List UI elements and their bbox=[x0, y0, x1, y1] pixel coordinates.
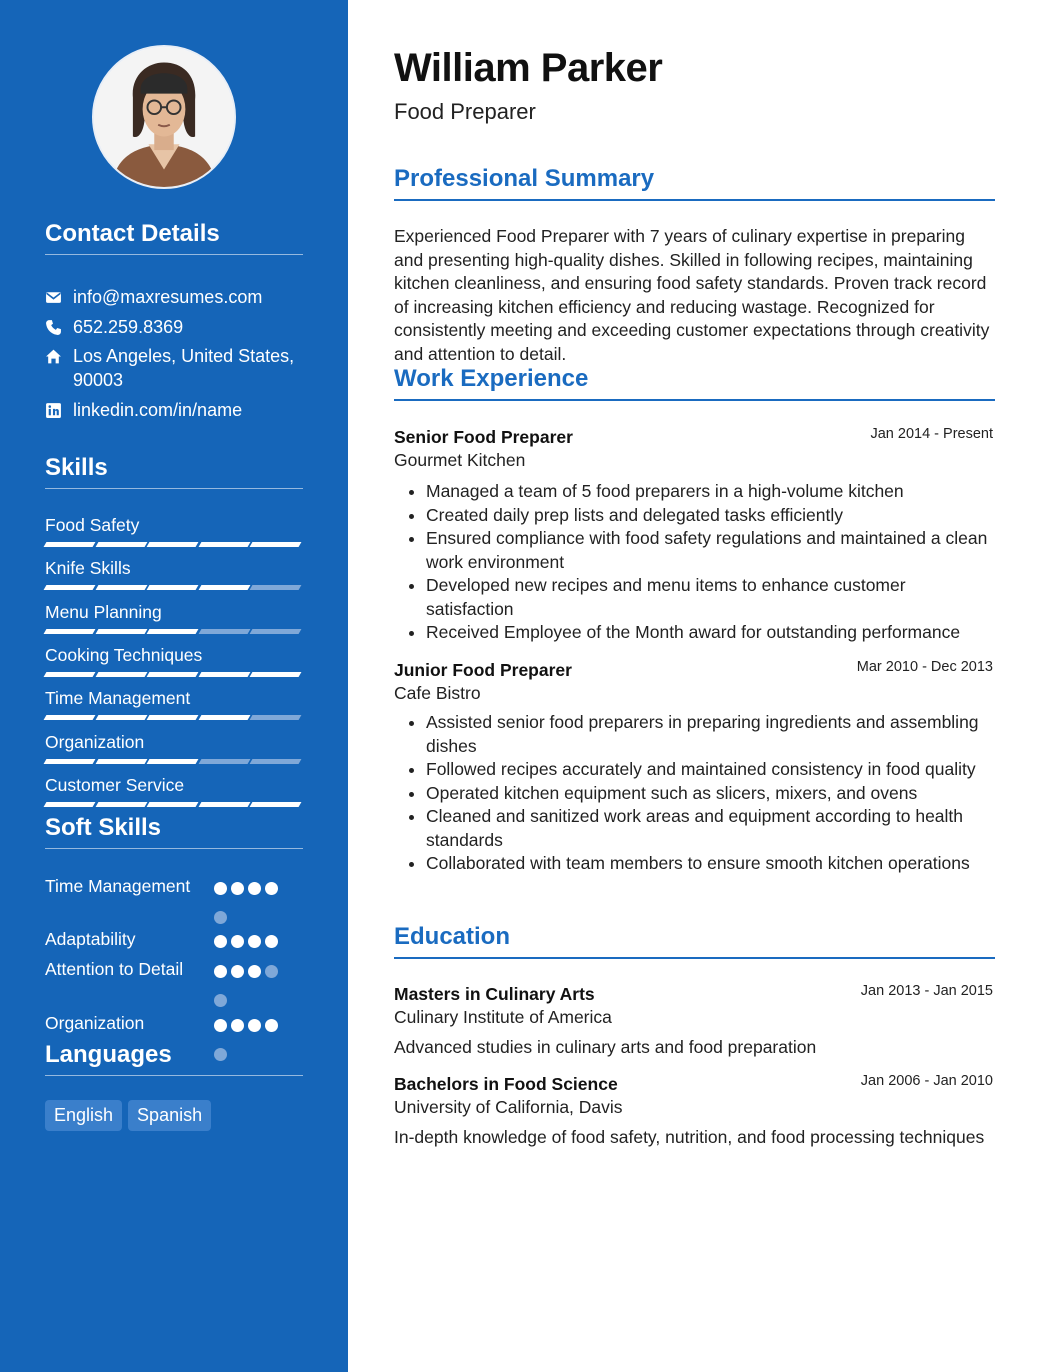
skill-level-bar bbox=[45, 629, 303, 634]
job-bullet: • Managed a team of 5 food preparers in a high-volume kitchen bbox=[426, 480, 995, 504]
skill-name: Time Management bbox=[45, 688, 191, 709]
skill-level-segment bbox=[44, 585, 96, 590]
skill-level-segment bbox=[198, 802, 250, 807]
job-bullet: • Cleaned and sanitized work areas and equipment according to health standards bbox=[426, 805, 995, 852]
mail-icon bbox=[45, 285, 73, 309]
rating-dot bbox=[214, 994, 227, 1007]
job-bullet: • Received Employee of the Month award for outstanding performance bbox=[426, 621, 995, 645]
job-bullet: • Operated kitchen equipment such as slicers, mixers, and ovens bbox=[426, 782, 995, 806]
summary-text: Experienced Food Preparer with 7 years of culinary expertise in preparing and presenting high-quality dishes. Skilled in following recipes, maintaining kitchen cleanliness, and ensuring food safety standards. Proven track record of increasing kitchen efficiency and reducing wastage. Recognized for consistently meeting and exceeding customer expectations through creativity and attention to detail. bbox=[394, 226, 990, 364]
education-entry bbox=[394, 983, 995, 1060]
skill-level-segment bbox=[250, 629, 302, 634]
profile-photo bbox=[94, 47, 234, 187]
skill-level-segment bbox=[44, 672, 96, 677]
skill-name: Cooking Techniques bbox=[45, 644, 203, 665]
job-bullet: • Developed new recipes and menu items to enhance customer satisfaction bbox=[426, 574, 995, 621]
rating-dot bbox=[231, 882, 244, 895]
skill-level-segment bbox=[147, 585, 199, 590]
skill-level-bar bbox=[45, 715, 303, 720]
soft-skill-name: Adaptability bbox=[45, 929, 136, 949]
linkedin-icon bbox=[45, 398, 73, 422]
skill-level-segment bbox=[147, 629, 199, 634]
language-tag: English bbox=[45, 1100, 122, 1131]
candidate-name: William Parker bbox=[394, 46, 663, 90]
skill-level-bar bbox=[45, 542, 303, 547]
soft-skill-rating bbox=[214, 882, 290, 940]
contact-phone[interactable] bbox=[45, 315, 305, 339]
summary-heading: Professional Summary bbox=[394, 165, 995, 201]
contact-email[interactable] bbox=[45, 285, 305, 309]
rating-dot bbox=[231, 965, 244, 978]
skill-level-segment bbox=[147, 672, 199, 677]
languages-heading: Languages bbox=[45, 1041, 303, 1076]
education-school: University of California, Davis bbox=[394, 1097, 623, 1117]
soft-skill-name: Time Management bbox=[45, 876, 191, 896]
skill-level-segment bbox=[95, 759, 147, 764]
skill-level-bar bbox=[45, 672, 303, 677]
skill-item bbox=[45, 644, 303, 677]
skill-level-segment bbox=[44, 802, 96, 807]
skill-level-segment bbox=[198, 715, 250, 720]
home-icon bbox=[45, 344, 73, 368]
rating-dot bbox=[214, 911, 227, 924]
job-title: Senior Food Preparer bbox=[394, 427, 573, 447]
soft-skill-name: Attention to Detail bbox=[45, 959, 184, 979]
rating-dot bbox=[214, 965, 227, 978]
rating-dot bbox=[248, 1019, 261, 1032]
rating-dot bbox=[231, 1019, 244, 1032]
skill-level-segment bbox=[95, 802, 147, 807]
skill-level-segment bbox=[250, 542, 302, 547]
education-degree: Bachelors in Food Science bbox=[394, 1074, 618, 1094]
phone-icon bbox=[45, 315, 73, 339]
education-school: Culinary Institute of America bbox=[394, 1007, 612, 1027]
skill-item bbox=[45, 731, 303, 764]
skill-level-segment bbox=[198, 759, 250, 764]
skill-level-segment bbox=[44, 629, 96, 634]
skill-level-segment bbox=[250, 585, 302, 590]
skill-level-segment bbox=[147, 802, 199, 807]
education-entry bbox=[394, 1073, 995, 1150]
soft-skill-rating bbox=[214, 935, 290, 964]
skill-level-segment bbox=[147, 715, 199, 720]
job-company: Cafe Bistro bbox=[394, 683, 481, 703]
job-dates: Jan 2014 - Present bbox=[870, 426, 993, 442]
job-entry bbox=[394, 659, 995, 876]
skill-name: Customer Service bbox=[45, 774, 185, 795]
skill-name: Knife Skills bbox=[45, 558, 131, 579]
skill-level-segment bbox=[44, 542, 96, 547]
skill-name: Food Safety bbox=[45, 515, 140, 535]
candidate-role: Food Preparer bbox=[394, 99, 536, 124]
skill-item bbox=[45, 687, 303, 720]
skill-level-segment bbox=[44, 715, 96, 720]
job-bullet: • Collaborated with team members to ensure smooth kitchen operations bbox=[426, 852, 995, 876]
skill-level-segment bbox=[198, 542, 250, 547]
skill-level-segment bbox=[250, 802, 302, 807]
language-tag: Spanish bbox=[128, 1100, 211, 1131]
contact-address-text: Los Angeles, United States, 90003 bbox=[73, 346, 295, 390]
rating-dot bbox=[248, 935, 261, 948]
job-bullet: • Created daily prep lists and delegated tasks efficiently bbox=[426, 504, 995, 528]
job-dates: Mar 2010 - Dec 2013 bbox=[856, 659, 993, 675]
skill-level-segment bbox=[44, 759, 96, 764]
skill-level-bar bbox=[45, 802, 303, 807]
skill-level-segment bbox=[250, 759, 302, 764]
skill-level-segment bbox=[147, 542, 199, 547]
contact-address bbox=[45, 344, 305, 392]
job-company: Gourmet Kitchen bbox=[394, 450, 526, 470]
skill-level-segment bbox=[198, 672, 250, 677]
job-bullet: • Followed recipes accurately and maintained consistency in food quality bbox=[426, 758, 995, 782]
job-bullet: • Assisted senior food preparers in preparing ingredients and assembling dishes bbox=[426, 711, 995, 758]
soft-skill-rating bbox=[214, 965, 290, 1023]
rating-dot bbox=[248, 882, 261, 895]
job-title: Junior Food Preparer bbox=[394, 660, 572, 680]
rating-dot bbox=[231, 935, 244, 948]
rating-dot bbox=[265, 1019, 278, 1032]
rating-dot bbox=[214, 935, 227, 948]
skill-item bbox=[45, 601, 303, 634]
skill-level-segment bbox=[250, 672, 302, 677]
skill-level-segment bbox=[95, 585, 147, 590]
skill-name: Organization bbox=[45, 731, 145, 752]
skill-level-bar bbox=[45, 759, 303, 764]
rating-dot bbox=[214, 882, 227, 895]
languages-list bbox=[45, 1100, 217, 1131]
skill-level-segment bbox=[95, 629, 147, 634]
education-dates: Jan 2013 - Jan 2015 bbox=[860, 983, 993, 999]
job-entry bbox=[394, 426, 995, 645]
sidebar bbox=[0, 0, 348, 1372]
skill-name: Menu Planning bbox=[45, 601, 162, 622]
job-bullets bbox=[394, 711, 995, 876]
experience-heading: Work Experience bbox=[394, 365, 995, 401]
avatar bbox=[92, 45, 236, 189]
skill-item bbox=[45, 514, 303, 547]
rating-dot bbox=[248, 965, 261, 978]
contact-heading: Contact Details bbox=[45, 220, 303, 255]
education-description: In-depth knowledge of food safety, nutrition, and food processing techniques bbox=[394, 1127, 985, 1147]
soft-skills-heading: Soft Skills bbox=[45, 814, 303, 849]
contact-linkedin[interactable] bbox=[45, 398, 305, 422]
education-description: Advanced studies in culinary arts and food preparation bbox=[394, 1037, 817, 1057]
soft-skill-name: Organization bbox=[45, 1013, 145, 1033]
rating-dot bbox=[214, 1019, 227, 1032]
skill-item bbox=[45, 557, 303, 590]
skill-level-segment bbox=[95, 715, 147, 720]
job-bullets bbox=[394, 480, 995, 645]
rating-dot bbox=[265, 882, 278, 895]
skill-level-segment bbox=[147, 759, 199, 764]
education-degree: Masters in Culinary Arts bbox=[394, 984, 595, 1004]
rating-dot bbox=[265, 965, 278, 978]
skill-level-bar bbox=[45, 585, 303, 590]
contact-linkedin-text: linkedin.com/in/name bbox=[73, 400, 243, 420]
skill-level-segment bbox=[95, 672, 147, 677]
skill-level-segment bbox=[250, 715, 302, 720]
skill-level-segment bbox=[95, 542, 147, 547]
rating-dot bbox=[265, 935, 278, 948]
skills-heading: Skills bbox=[45, 454, 303, 489]
job-bullet: • Ensured compliance with food safety regulations and maintained a clean work environment bbox=[426, 527, 995, 574]
contact-email-text: info@maxresumes.com bbox=[73, 287, 263, 307]
skill-level-segment bbox=[198, 629, 250, 634]
contact-phone-text: 652.259.8369 bbox=[73, 317, 184, 337]
education-heading: Education bbox=[394, 923, 995, 959]
education-dates: Jan 2006 - Jan 2010 bbox=[860, 1073, 993, 1089]
skill-level-segment bbox=[198, 585, 250, 590]
skill-item bbox=[45, 774, 303, 807]
